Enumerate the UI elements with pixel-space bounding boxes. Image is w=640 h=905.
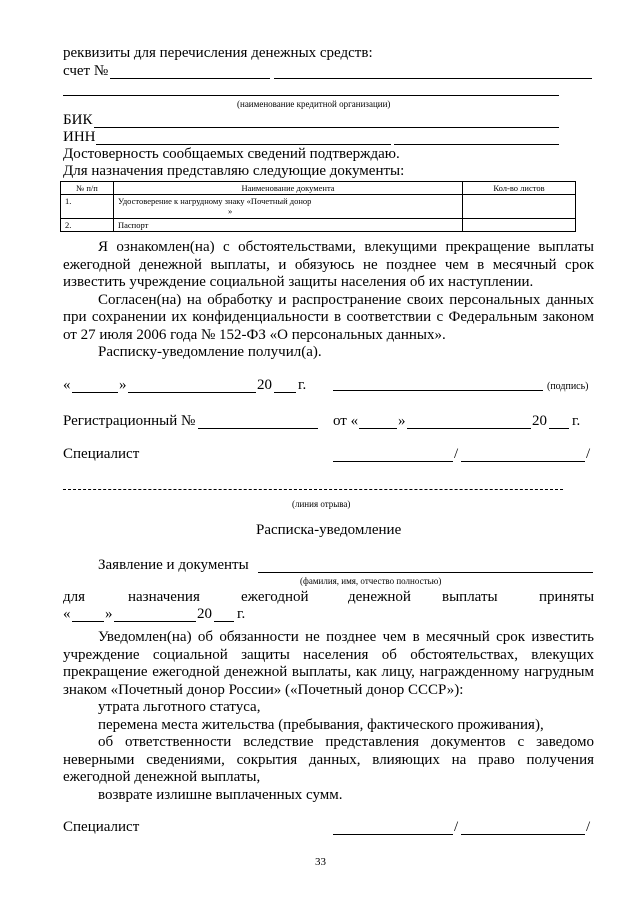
bank-caption: (наименование кредитной организации) [237, 99, 391, 109]
footer-slash: / [454, 819, 459, 835]
row-num: 1. [61, 195, 114, 219]
receipt-month-field[interactable] [114, 621, 196, 622]
applicant-name-field[interactable] [258, 572, 593, 573]
notice-item-refund: возврате излишне выплаченных сумм. [98, 786, 343, 803]
cut-line [63, 489, 563, 490]
registration-number-field[interactable] [198, 428, 318, 429]
purpose-word-2: назначения [128, 589, 200, 605]
account-field-a[interactable] [110, 78, 270, 79]
date-close-quote: » [119, 377, 127, 393]
statement-body [63, 239, 594, 362]
submit-text: Для назначения представляю следующие документы: [63, 163, 405, 179]
table-row [61, 195, 576, 219]
bik-label: БИК [63, 112, 93, 128]
row-num: 2. [61, 219, 114, 232]
receipt-year-suffix: г. [237, 606, 246, 622]
specialist-end-slash: / [586, 446, 591, 462]
footer-specialist-label: Специалист [63, 819, 140, 835]
doc-name-tail: » [228, 206, 233, 216]
registration-day-field[interactable] [359, 428, 397, 429]
cut-line-caption: (линия отрыва) [292, 499, 351, 509]
specialist-label: Специалист [63, 446, 140, 462]
date-year-field[interactable] [274, 392, 296, 393]
receipt-date-close: » [105, 606, 113, 622]
bik-field[interactable] [94, 127, 559, 128]
purpose-word-1: для [63, 589, 86, 605]
purpose-word-4: денежной [348, 589, 411, 605]
bank-name-field[interactable] [63, 95, 559, 96]
row-count[interactable] [463, 219, 576, 232]
notice-paragraph: Уведомлен(на) об обязанности не позднее чем в месячный срок известить учреждение социальной защиты населения об обстоятельствах, влекущих прекращение ежегодной денежной выплаты, как лицу, награжденному нагрудным знаком «Почетный донор России» («Почетный донор СССР»): [63, 629, 594, 698]
col-header-num: № п/п [61, 182, 114, 195]
account-label: счет № [63, 63, 109, 79]
notice-body [63, 629, 594, 804]
acknowledgement-paragraph: Я ознакомлен(на) с обстоятельствами, влекущими прекращение выплаты ежегодной денежной выплаты, и обязуюсь не позднее чем в месячный срок известить учреждение социальной защиты населения об их наступлении. [63, 239, 594, 290]
receipt-date-open: « [63, 606, 71, 622]
receipt-received-text: Расписку-уведомление получил(а). [98, 344, 322, 360]
requisites-label: реквизиты для перечисления денежных средств: [63, 45, 373, 61]
footer-end-slash: / [586, 819, 591, 835]
page-number: 33 [315, 856, 326, 868]
registration-from-label: от « [333, 413, 359, 429]
inn-label: ИНН [63, 129, 96, 145]
table-header-row [61, 182, 576, 195]
confirm-text: Достоверность сообщаемых сведений подтверждаю. [63, 146, 400, 162]
documents-table [60, 181, 576, 232]
specialist-name-field[interactable] [461, 461, 585, 462]
footer-name-field[interactable] [461, 834, 585, 835]
date-year-prefix: 20 [257, 377, 272, 393]
col-header-count: Кол-во листов [463, 182, 576, 195]
purpose-word-3: ежегодной [241, 589, 309, 605]
table-row [61, 219, 576, 232]
registration-label: Регистрационный № [63, 413, 196, 429]
col-header-name: Наименование документа [114, 182, 463, 195]
notice-item-status: утрата льготного статуса, [98, 699, 261, 715]
registration-year-field[interactable] [549, 428, 569, 429]
notice-item-liability: об ответственности вследствие представления документов с заведомо неверными сведениями, сокрытия данных, влияющих на право получения ежегодной денежной выплаты, [63, 734, 594, 785]
statement-label: Заявление и документы [98, 557, 249, 573]
specialist-signature-field[interactable] [333, 461, 453, 462]
row-doc-name: Паспорт [114, 219, 463, 232]
doc-name-text: Удостоверение к нагрудному знаку «Почетный донор [118, 196, 312, 206]
signature-field[interactable] [333, 390, 543, 391]
date-open-quote: « [63, 377, 71, 393]
notice-item-residence: перемена места жительства (пребывания, фактического проживания), [98, 716, 544, 733]
receipt-year-prefix: 20 [197, 606, 212, 622]
consent-paragraph: Согласен(на) на обработку и распространение своих персональных данных при сохранении их конфиденциальности в соответствии с Федеральным законом от 27 июля 2006 года № 152-ФЗ «О персональных данных». [63, 291, 594, 343]
row-doc-name [114, 195, 463, 219]
receipt-year-field[interactable] [214, 621, 234, 622]
purpose-word-6: приняты [539, 589, 595, 605]
specialist-slash: / [454, 446, 459, 462]
account-field-b[interactable] [274, 78, 592, 79]
inn-field-a[interactable] [96, 144, 391, 145]
signature-caption: (подпись) [547, 381, 589, 392]
row-count[interactable] [463, 195, 576, 219]
registration-year-prefix: 20 [532, 413, 547, 429]
receipt-day-field[interactable] [72, 621, 104, 622]
name-caption: (фамилия, имя, отчество полностью) [300, 576, 442, 586]
purpose-word-5: выплаты [442, 589, 498, 605]
receipt-title: Расписка-уведомление [256, 522, 402, 538]
date-year-suffix: г. [298, 377, 307, 393]
date-day-field[interactable] [72, 392, 118, 393]
footer-signature-field[interactable] [333, 834, 453, 835]
registration-year-suffix: г. [572, 413, 581, 429]
date-month-field[interactable] [128, 392, 256, 393]
inn-field-b[interactable] [394, 144, 559, 145]
registration-month-field[interactable] [407, 428, 531, 429]
registration-close-quote: » [398, 413, 406, 429]
